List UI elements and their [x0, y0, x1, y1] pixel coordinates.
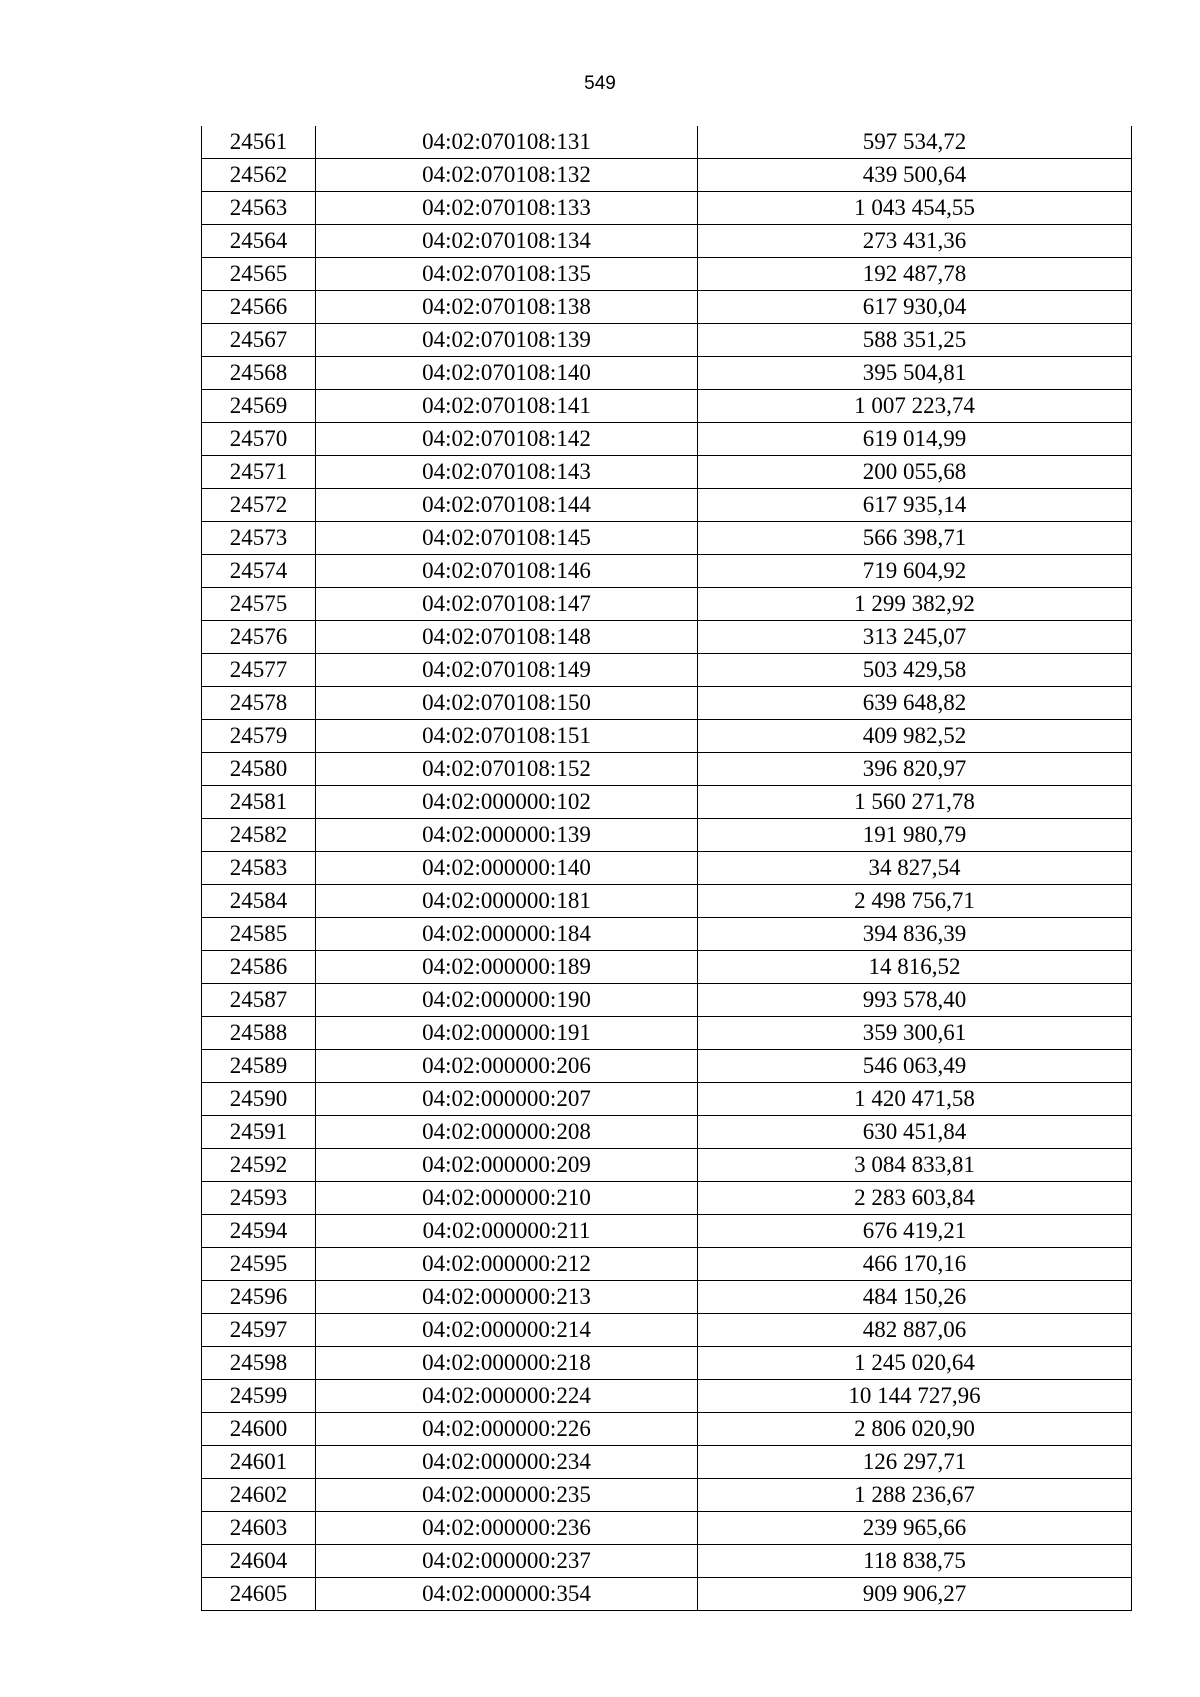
table-row: [202, 1215, 1132, 1248]
row-number-cell: 24580: [202, 753, 316, 786]
cadastral-number-cell: 04:02:000000:211: [316, 1215, 698, 1248]
cadastral-number-cell: 04:02:000000:209: [316, 1149, 698, 1182]
cadastral-number-cell: 04:02:070108:132: [316, 159, 698, 192]
cadastral-number-cell: 04:02:070108:152: [316, 753, 698, 786]
row-number-cell: 24586: [202, 951, 316, 984]
row-number-cell: 24574: [202, 555, 316, 588]
cadastral-number-cell: 04:02:070108:149: [316, 654, 698, 687]
cadastral-number-cell: 04:02:000000:189: [316, 951, 698, 984]
table-row: [202, 324, 1132, 357]
table-row: [202, 1281, 1132, 1314]
cadastral-number-cell: 04:02:000000:206: [316, 1050, 698, 1083]
cadastral-value-cell: 396 820,97: [698, 753, 1132, 786]
cadastral-value-cell: 118 838,75: [698, 1545, 1132, 1578]
cadastral-number-cell: 04:02:070108:135: [316, 258, 698, 291]
table-row: [202, 1479, 1132, 1512]
table-row: [202, 1083, 1132, 1116]
row-number-cell: 24561: [202, 126, 316, 159]
table-row: [202, 819, 1132, 852]
cadastral-number-cell: 04:02:070108:151: [316, 720, 698, 753]
cadastral-value-cell: 588 351,25: [698, 324, 1132, 357]
table-row: [202, 1512, 1132, 1545]
cadastral-value-cell: 639 648,82: [698, 687, 1132, 720]
cadastral-value-cell: 10 144 727,96: [698, 1380, 1132, 1413]
cadastral-value-cell: 1 299 382,92: [698, 588, 1132, 621]
row-number-cell: 24590: [202, 1083, 316, 1116]
row-number-cell: 24596: [202, 1281, 316, 1314]
cadastral-value-cell: 359 300,61: [698, 1017, 1132, 1050]
cadastral-number-cell: 04:02:070108:148: [316, 621, 698, 654]
cadastral-number-cell: 04:02:000000:214: [316, 1314, 698, 1347]
row-number-cell: 24601: [202, 1446, 316, 1479]
row-number-cell: 24603: [202, 1512, 316, 1545]
table-row: [202, 423, 1132, 456]
cadastral-number-cell: 04:02:000000:208: [316, 1116, 698, 1149]
row-number-cell: 24595: [202, 1248, 316, 1281]
cadastral-value-cell: 2 806 020,90: [698, 1413, 1132, 1446]
table-row: [202, 1545, 1132, 1578]
cadastral-value-cell: 484 150,26: [698, 1281, 1132, 1314]
cadastral-number-cell: 04:02:000000:236: [316, 1512, 698, 1545]
row-number-cell: 24598: [202, 1347, 316, 1380]
cadastral-value-cell: 676 419,21: [698, 1215, 1132, 1248]
table-row: [202, 1314, 1132, 1347]
table-row: [202, 654, 1132, 687]
cadastral-number-cell: 04:02:000000:184: [316, 918, 698, 951]
cadastral-number-cell: 04:02:000000:210: [316, 1182, 698, 1215]
cadastral-number-cell: 04:02:000000:226: [316, 1413, 698, 1446]
cadastral-value-cell: 14 816,52: [698, 951, 1132, 984]
table-row: [202, 720, 1132, 753]
row-number-cell: 24563: [202, 192, 316, 225]
row-number-cell: 24567: [202, 324, 316, 357]
cadastral-number-cell: 04:02:070108:134: [316, 225, 698, 258]
row-number-cell: 24579: [202, 720, 316, 753]
table-row: [202, 225, 1132, 258]
row-number-cell: 24599: [202, 1380, 316, 1413]
table-row: [202, 1182, 1132, 1215]
row-number-cell: 24587: [202, 984, 316, 1017]
cadastral-number-cell: 04:02:070108:143: [316, 456, 698, 489]
cadastral-number-cell: 04:02:000000:181: [316, 885, 698, 918]
row-number-cell: 24571: [202, 456, 316, 489]
cadastral-value-cell: 2 283 603,84: [698, 1182, 1132, 1215]
cadastral-value-cell: 1 007 223,74: [698, 390, 1132, 423]
row-number-cell: 24588: [202, 1017, 316, 1050]
row-number-cell: 24605: [202, 1578, 316, 1611]
row-number-cell: 24602: [202, 1479, 316, 1512]
row-number-cell: 24562: [202, 159, 316, 192]
row-number-cell: 24568: [202, 357, 316, 390]
cadastral-number-cell: 04:02:000000:234: [316, 1446, 698, 1479]
cadastral-number-cell: 04:02:070108:133: [316, 192, 698, 225]
cadastral-value-cell: 191 980,79: [698, 819, 1132, 852]
cadastral-number-cell: 04:02:000000:218: [316, 1347, 698, 1380]
row-number-cell: 24570: [202, 423, 316, 456]
cadastral-number-cell: 04:02:000000:139: [316, 819, 698, 852]
cadastral-number-cell: 04:02:070108:140: [316, 357, 698, 390]
row-number-cell: 24565: [202, 258, 316, 291]
table-row: [202, 522, 1132, 555]
row-number-cell: 24589: [202, 1050, 316, 1083]
row-number-cell: 24582: [202, 819, 316, 852]
cadastral-value-cell: 409 982,52: [698, 720, 1132, 753]
table-row: [202, 1050, 1132, 1083]
cadastral-number-cell: 04:02:070108:138: [316, 291, 698, 324]
cadastral-value-table: [201, 126, 1132, 1611]
table-row: [202, 753, 1132, 786]
cadastral-number-cell: 04:02:070108:150: [316, 687, 698, 720]
row-number-cell: 24576: [202, 621, 316, 654]
cadastral-value-cell: 1 043 454,55: [698, 192, 1132, 225]
table-row: [202, 489, 1132, 522]
cadastral-number-cell: 04:02:000000:102: [316, 786, 698, 819]
cadastral-number-cell: 04:02:070108:142: [316, 423, 698, 456]
table-row: [202, 1017, 1132, 1050]
row-number-cell: 24585: [202, 918, 316, 951]
row-number-cell: 24575: [202, 588, 316, 621]
cadastral-value-cell: 617 930,04: [698, 291, 1132, 324]
cadastral-value-cell: 126 297,71: [698, 1446, 1132, 1479]
row-number-cell: 24592: [202, 1149, 316, 1182]
cadastral-number-cell: 04:02:000000:190: [316, 984, 698, 1017]
cadastral-number-cell: 04:02:000000:212: [316, 1248, 698, 1281]
table-row: [202, 687, 1132, 720]
cadastral-value-cell: 1 560 271,78: [698, 786, 1132, 819]
cadastral-number-cell: 04:02:000000:354: [316, 1578, 698, 1611]
table-row: [202, 390, 1132, 423]
cadastral-value-cell: 1 288 236,67: [698, 1479, 1132, 1512]
cadastral-value-cell: 566 398,71: [698, 522, 1132, 555]
cadastral-value-cell: 993 578,40: [698, 984, 1132, 1017]
table-row: [202, 786, 1132, 819]
cadastral-number-cell: 04:02:070108:144: [316, 489, 698, 522]
cadastral-value-cell: 503 429,58: [698, 654, 1132, 687]
row-number-cell: 24597: [202, 1314, 316, 1347]
cadastral-value-cell: 3 084 833,81: [698, 1149, 1132, 1182]
row-number-cell: 24591: [202, 1116, 316, 1149]
row-number-cell: 24566: [202, 291, 316, 324]
row-number-cell: 24578: [202, 687, 316, 720]
row-number-cell: 24577: [202, 654, 316, 687]
table-row: [202, 1446, 1132, 1479]
cadastral-number-cell: 04:02:000000:235: [316, 1479, 698, 1512]
row-number-cell: 24564: [202, 225, 316, 258]
table-row: [202, 885, 1132, 918]
row-number-cell: 24600: [202, 1413, 316, 1446]
cadastral-number-cell: 04:02:070108:141: [316, 390, 698, 423]
table-row: [202, 126, 1132, 159]
cadastral-value-cell: 34 827,54: [698, 852, 1132, 885]
cadastral-value-cell: 273 431,36: [698, 225, 1132, 258]
row-number-cell: 24594: [202, 1215, 316, 1248]
cadastral-number-cell: 04:02:070108:146: [316, 555, 698, 588]
cadastral-value-cell: 200 055,68: [698, 456, 1132, 489]
page-number: 549: [584, 73, 616, 94]
table-body: [202, 126, 1132, 1611]
table-row: [202, 1149, 1132, 1182]
cadastral-value-cell: 546 063,49: [698, 1050, 1132, 1083]
table-row: [202, 192, 1132, 225]
row-number-cell: 24569: [202, 390, 316, 423]
table-row: [202, 1578, 1132, 1611]
cadastral-number-cell: 04:02:070108:139: [316, 324, 698, 357]
cadastral-value-cell: 630 451,84: [698, 1116, 1132, 1149]
table-row: [202, 852, 1132, 885]
cadastral-value-cell: 619 014,99: [698, 423, 1132, 456]
cadastral-value-cell: 395 504,81: [698, 357, 1132, 390]
cadastral-value-cell: 1 420 471,58: [698, 1083, 1132, 1116]
cadastral-value-cell: 394 836,39: [698, 918, 1132, 951]
row-number-cell: 24573: [202, 522, 316, 555]
cadastral-value-cell: 617 935,14: [698, 489, 1132, 522]
cadastral-number-cell: 04:02:070108:131: [316, 126, 698, 159]
row-number-cell: 24581: [202, 786, 316, 819]
cadastral-value-cell: 482 887,06: [698, 1314, 1132, 1347]
table-row: [202, 588, 1132, 621]
table-row: [202, 984, 1132, 1017]
cadastral-value-cell: 597 534,72: [698, 126, 1132, 159]
table-row: [202, 1248, 1132, 1281]
cadastral-number-cell: 04:02:000000:224: [316, 1380, 698, 1413]
cadastral-value-cell: 909 906,27: [698, 1578, 1132, 1611]
table-row: [202, 258, 1132, 291]
table-row: [202, 357, 1132, 390]
table-row: [202, 555, 1132, 588]
cadastral-value-cell: 466 170,16: [698, 1248, 1132, 1281]
table-row: [202, 1347, 1132, 1380]
table-row: [202, 159, 1132, 192]
cadastral-value-cell: 239 965,66: [698, 1512, 1132, 1545]
cadastral-number-cell: 04:02:000000:213: [316, 1281, 698, 1314]
table-row: [202, 1116, 1132, 1149]
cadastral-value-cell: 192 487,78: [698, 258, 1132, 291]
cadastral-value-cell: 2 498 756,71: [698, 885, 1132, 918]
row-number-cell: 24583: [202, 852, 316, 885]
cadastral-number-cell: 04:02:070108:145: [316, 522, 698, 555]
row-number-cell: 24584: [202, 885, 316, 918]
cadastral-value-cell: 1 245 020,64: [698, 1347, 1132, 1380]
cadastral-number-cell: 04:02:000000:140: [316, 852, 698, 885]
table-row: [202, 918, 1132, 951]
cadastral-number-cell: 04:02:000000:237: [316, 1545, 698, 1578]
row-number-cell: 24572: [202, 489, 316, 522]
table-row: [202, 951, 1132, 984]
cadastral-value-cell: 719 604,92: [698, 555, 1132, 588]
table-row: [202, 621, 1132, 654]
cadastral-number-cell: 04:02:000000:207: [316, 1083, 698, 1116]
cadastral-number-cell: 04:02:070108:147: [316, 588, 698, 621]
table-row: [202, 1380, 1132, 1413]
cadastral-value-cell: 313 245,07: [698, 621, 1132, 654]
table-row: [202, 456, 1132, 489]
cadastral-value-cell: 439 500,64: [698, 159, 1132, 192]
cadastral-number-cell: 04:02:000000:191: [316, 1017, 698, 1050]
row-number-cell: 24593: [202, 1182, 316, 1215]
table-row: [202, 291, 1132, 324]
table-row: [202, 1413, 1132, 1446]
row-number-cell: 24604: [202, 1545, 316, 1578]
